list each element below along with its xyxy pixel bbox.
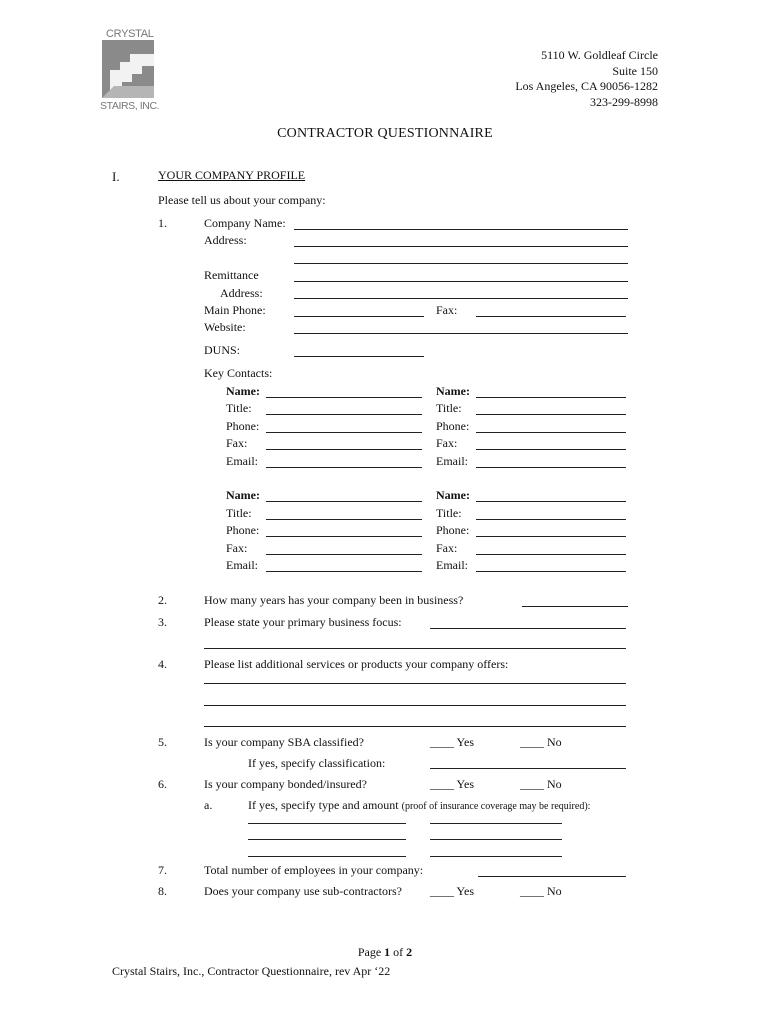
website-line[interactable] — [294, 333, 628, 334]
q5-followup-label: If yes, specify classification: — [248, 756, 386, 770]
q1-number: 1. — [158, 216, 167, 230]
q6a-text — [248, 799, 590, 812]
contact-4-title-line[interactable] — [476, 519, 626, 520]
contact-2-name-label: Name: — [436, 384, 470, 398]
address-phone: 323-299-8998 — [590, 94, 658, 109]
contact-4-email-line[interactable] — [476, 571, 626, 572]
contact-1-email-label: Email: — [226, 454, 258, 468]
q8-number: 8. — [158, 884, 167, 898]
contact-4-email-label: Email: — [436, 558, 468, 572]
revision-note: Crystal Stairs, Inc., Contractor Questionnaire, rev Apr ‘22 — [112, 964, 391, 978]
contact-2-fax-label: Fax: — [436, 436, 458, 450]
contact-2-name-line[interactable] — [476, 397, 626, 398]
q7-text: Total number of employees in your company: — [204, 863, 424, 877]
contact-4-fax-label: Fax: — [436, 541, 458, 555]
contact-4-fax-line[interactable] — [476, 554, 626, 555]
contact-2-title-line[interactable] — [476, 414, 626, 415]
address-suite: Suite 150 — [612, 63, 658, 78]
q8-yes-option[interactable]: ____ Yes — [430, 884, 475, 898]
key-contacts-label: Key Contacts: — [204, 366, 273, 380]
main-phone-line[interactable] — [294, 316, 424, 317]
q6a-note: (proof of insurance coverage may be required): — [401, 801, 591, 812]
years-in-business-line[interactable] — [522, 606, 628, 607]
q6a-label: If yes, specify type and amount — [248, 798, 399, 812]
contact-4-phone-label: Phone: — [436, 523, 470, 537]
fax-label: Fax: — [436, 303, 458, 317]
page-of: of — [390, 945, 407, 959]
q6-yes-option[interactable]: ____ Yes — [430, 777, 475, 791]
address-line-2[interactable] — [294, 263, 628, 264]
insurance-type-line-3[interactable] — [248, 856, 406, 857]
q5-no-option[interactable]: ____ No — [520, 735, 562, 749]
contact-3-name-label: Name: — [226, 488, 260, 502]
contact-1-phone-label: Phone: — [226, 419, 260, 433]
website-label: Website: — [204, 320, 246, 334]
company-name-label: Company Name: — [204, 216, 286, 230]
insurance-amount-line-3[interactable] — [430, 856, 562, 857]
business-focus-line-1[interactable] — [430, 628, 626, 629]
insurance-type-line-2[interactable] — [248, 839, 406, 840]
contact-3-name-line[interactable] — [266, 501, 422, 502]
insurance-type-line-1[interactable] — [248, 823, 406, 824]
additional-services-line-1[interactable] — [204, 683, 626, 684]
page-current: 1 — [384, 945, 391, 959]
q8-text: Does your company use sub-contractors? — [204, 884, 402, 898]
q4-text: Please list additional services or products your company offers: — [204, 657, 509, 671]
contact-3-title-line[interactable] — [266, 519, 422, 520]
duns-line[interactable] — [294, 356, 424, 357]
sba-classification-line[interactable] — [430, 768, 626, 769]
duns-label: DUNS: — [204, 343, 241, 357]
remittance-line-2[interactable] — [294, 298, 628, 299]
q6-number: 6. — [158, 777, 167, 791]
contact-1-fax-label: Fax: — [226, 436, 248, 450]
q6-no-option[interactable]: ____ No — [520, 777, 562, 791]
company-logo — [100, 26, 166, 112]
insurance-amount-line-1[interactable] — [430, 823, 562, 824]
q6a-number: a. — [204, 798, 213, 812]
q4-number: 4. — [158, 657, 167, 671]
contact-3-fax-line[interactable] — [266, 554, 422, 555]
section-number: I. — [112, 169, 120, 184]
contact-3-phone-line[interactable] — [266, 536, 422, 537]
contact-1-title-line[interactable] — [266, 414, 422, 415]
contact-2-fax-line[interactable] — [476, 449, 626, 450]
contact-3-email-line[interactable] — [266, 571, 422, 572]
q2-number: 2. — [158, 593, 167, 607]
contact-3-fax-label: Fax: — [226, 541, 248, 555]
business-focus-line-2[interactable] — [204, 648, 626, 649]
q2-text: How many years has your company been in business? — [204, 593, 464, 607]
fax-line[interactable] — [476, 316, 626, 317]
contact-1-fax-line[interactable] — [266, 449, 422, 450]
additional-services-line-2[interactable] — [204, 705, 626, 706]
main-phone-label: Main Phone: — [204, 303, 266, 317]
contact-3-phone-label: Phone: — [226, 523, 260, 537]
document-title: CONTRACTOR QUESTIONNAIRE — [277, 126, 493, 141]
additional-services-line-3[interactable] — [204, 726, 626, 727]
contact-4-name-line[interactable] — [476, 501, 626, 502]
contact-1-email-line[interactable] — [266, 467, 422, 468]
q8-no-option[interactable]: ____ No — [520, 884, 562, 898]
contact-4-name-label: Name: — [436, 488, 470, 502]
q7-number: 7. — [158, 863, 167, 877]
contact-2-phone-line[interactable] — [476, 432, 626, 433]
contact-1-name-line[interactable] — [266, 397, 422, 398]
q3-number: 3. — [158, 615, 167, 629]
company-name-line[interactable] — [294, 229, 628, 230]
remittance-address-label: Address: — [220, 286, 263, 300]
company-address — [515, 48, 658, 110]
page-total: 2 — [406, 945, 413, 959]
q5-yes-option[interactable]: ____ Yes — [430, 735, 475, 749]
page-indicator — [0, 945, 770, 960]
contact-4-phone-line[interactable] — [476, 536, 626, 537]
section-title: YOUR COMPANY PROFILE — [158, 168, 306, 182]
contact-1-name-label: Name: — [226, 384, 260, 398]
q6-text: Is your company bonded/insured? — [204, 777, 367, 791]
insurance-amount-line-2[interactable] — [430, 839, 562, 840]
contact-3-title-label: Title: — [226, 506, 252, 520]
q3-text: Please state your primary business focus: — [204, 615, 402, 629]
contact-2-email-line[interactable] — [476, 467, 626, 468]
address-street: 5110 W. Goldleaf Circle — [541, 48, 658, 62]
q5-text: Is your company SBA classified? — [204, 735, 364, 749]
section-intro: Please tell us about your company: — [158, 193, 326, 207]
contact-2-email-label: Email: — [436, 454, 468, 468]
logo-top-text: CRYSTAL — [106, 28, 154, 40]
contact-3-email-label: Email: — [226, 558, 258, 572]
employee-count-line[interactable] — [478, 876, 626, 877]
remittance-line-1[interactable] — [294, 281, 628, 282]
contact-1-phone-line[interactable] — [266, 432, 422, 433]
logo-bottom-text: STAIRS, INC. — [100, 100, 160, 112]
page-prefix: Page — [357, 945, 385, 959]
contact-1-title-label: Title: — [226, 401, 252, 415]
remittance-label: Remittance — [204, 268, 259, 282]
address-label: Address: — [204, 233, 247, 247]
address-city: Los Angeles, CA 90056-1282 — [515, 79, 658, 93]
address-line-1[interactable] — [294, 246, 628, 247]
contact-2-phone-label: Phone: — [436, 419, 470, 433]
contact-2-title-label: Title: — [436, 401, 462, 415]
q5-number: 5. — [158, 735, 167, 749]
contact-4-title-label: Title: — [436, 506, 462, 520]
